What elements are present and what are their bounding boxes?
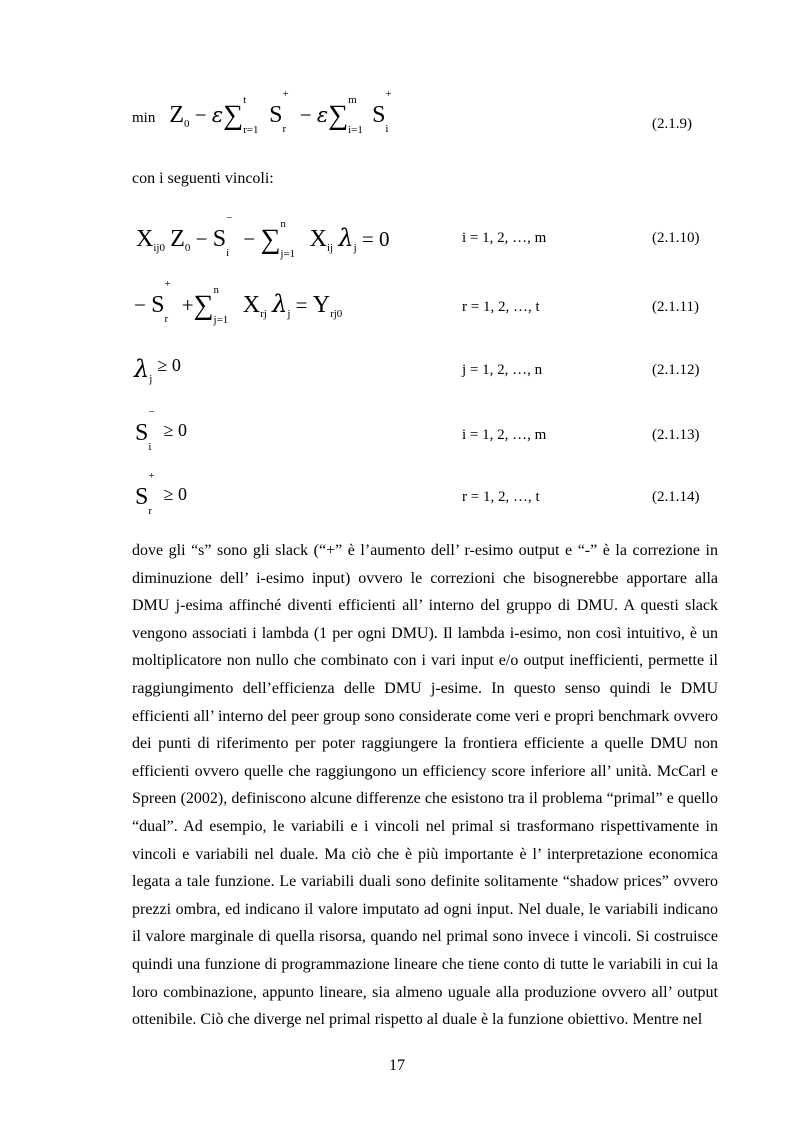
intro-text: con i seguenti vincoli: [132, 170, 274, 187]
constraint-equation-10: $X_{ij0}$ $Z_0 - S$ − i − ∑ n j=1 $X_{ij}$ $\lambda_j = 0$ [136, 212, 390, 260]
equation-number: (2.1.10) [652, 230, 700, 246]
constraint-equation-12: $\lambda_j \ge 0$ [134, 355, 181, 386]
equation-number: (2.1.9) [652, 116, 692, 132]
constraint-equation-11: − S + r +∑ n j=1 $X_{rj}$ $\lambda_j = Y_{rj0}$ [134, 278, 343, 326]
constraint-equation-13: S − i ≥ 0 [135, 406, 187, 453]
slack-input: S + i [372, 88, 392, 135]
objective-equation: $\min Z_0 - \varepsilon\sum$ t r=1 S + r − ε∑ m i=1 S + i [132, 88, 392, 136]
constraint-condition: j = 1, 2, …, n [462, 362, 543, 378]
sum-symbol: ∑ m i=1 [328, 94, 363, 136]
constraint-condition: r = 1, 2, …, t [462, 489, 540, 505]
constraint-equation-14: S + r ≥ 0 [135, 470, 187, 517]
equation-number: (2.1.14) [652, 489, 700, 505]
sum-symbol: ∑ t r=1 [223, 94, 259, 136]
equation-number: (2.1.13) [652, 427, 700, 443]
page-number: 17 [389, 1057, 405, 1074]
constraint-condition: i = 1, 2, …, m [462, 230, 547, 246]
min-label: min [132, 110, 156, 126]
body-paragraph: dove gli “s” sono gli slack (“+” è l’aumento dell’ r-esimo output e “-” è la correzione in diminuzione dell’ i-esimo input) ovvero le correzioni che bisognerebbe apportare alla DMU j-esima affinché diventi efficienti all’ interno del gruppo di DMU. A questi slack vengono associati i lambda (1 per ogni DMU). Il lambda i-esimo, non così intuitivo, è un moltiplicatore non nullo che combinato con i vari input e/o output inefficienti, permette il raggiungimento dell’efficienza delle DMU j-esime. In questo senso quindi le DMU efficienti all’ interno del peer group sono considerate come veri e propri benchmark ovvero dei punti di riferimento per poter raggiungere la frontiera efficiente a quelle DMU non efficienti ovvero quelle che raggiungono un efficiency score inferiore all’ unità. McCarl e Spreen (2002), definiscono alcune differenze che esistono tra il problema “primal” e quello “dual”. Ad esempio, le variabili e i vincoli nel primal si trasformano rispettivamente in vincoli e variabili nel duale. Ma ciò che è più importante è l’ interpretazione economica legata a tale funzione. Le variabili duali sono definite solitamente “shadow prices” ovvero prezzi ombra, ed indicano il valore imputato ad ogni input. Nel duale, le variabili indicano il valore marginale di quella risorsa, quando nel primal sono invece i vincoli. Si costruisce quindi una funzione di programmazione lineare che tiene conto di tutte le variabili in cui la loro combinazione, appunto lineare, sia almeno uguale alla produzione ovvero all’ output ottenibile. Ciò che diverge nel primal rispetto al duale è la funzione obiettivo. Mentre nel [132, 542, 718, 1029]
constraint-condition: i = 1, 2, …, m [462, 427, 547, 443]
equation-number: (2.1.12) [652, 362, 700, 378]
slack-output: S + r [269, 88, 289, 135]
constraint-condition: r = 1, 2, …, t [462, 299, 540, 315]
equation-number: (2.1.11) [652, 299, 699, 315]
